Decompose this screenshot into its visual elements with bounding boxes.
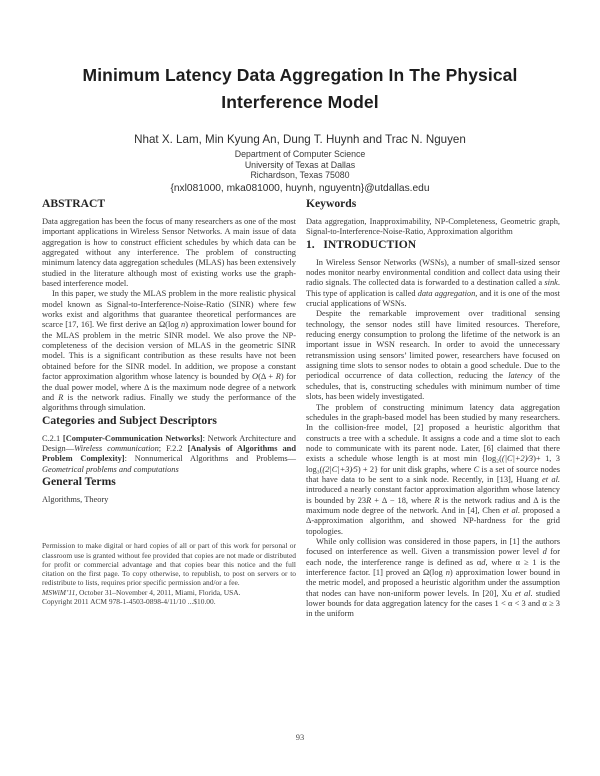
left-column bbox=[42, 197, 296, 606]
categories-heading: Categories and Subject Descriptors bbox=[42, 413, 217, 427]
paper-title-line2: Interference Model bbox=[221, 92, 379, 112]
keywords-section bbox=[306, 197, 560, 238]
abstract-paragraph-1: Data aggregation has been the focus of many researchers as one of the most important applications in Wireless Sensor Networks. A main issue of data aggregation is how to construct efficient schedules by which data can be aggregated without any interference. The problem of constructing minimum latency data aggregation schedules (MLAS) has been extensively studied in the literature although most of existing works use the graph-based interference model. bbox=[42, 217, 296, 289]
affiliation-university: University of Texas at Dallas bbox=[244, 159, 356, 170]
permission-text: Permission to make digital or hard copies of all or part of this work for personal or classroom use is granted without fee provided that copies are not made or distributed for profit or commercial advantage and that copies bear this notice and the full citation on the first page. To copy otherwise, to republish, to post on servers or to redistribute to lists, requires prior specific permission and/or a fee. bbox=[42, 541, 296, 588]
authors-email: {nxl081000, mka081000, huynh, nguyentn}@utdallas.edu bbox=[170, 182, 430, 194]
abstract-paragraph-2: In this paper, we study the MLAS problem in the more realistic physical model known as Signal-to-Interference-Noise-Ratio (SINR) where few works exist and algorithms that guarantee theoretical performances are scarce [17, 16]. We first derive an Ω(log n) approximation lower bound for the MLAS problem in the metric SINR model. We also prove the NP-completeness of the decision version of MLAS in the geometric SINR model. This is a significant contribution as these results have not been obtained before for the SINR model. In addition, we propose a constant factor approximation algorithm whose latency is bounded by O(Δ + R) for the dual power model, where Δ is the maximum node degree of a network and R is the network radius. Finally we study the performance of the algorithms through simulation. bbox=[42, 289, 297, 413]
introduction-heading: 1. INTRODUCTION bbox=[306, 237, 417, 251]
introduction-paragraph-3: The problem of constructing minimum latency data aggregation schedules in the graph-based model has been studied by many researchers. In the collision-free model, [2] proposed a heuristic algorithm that constructs a tree with a schedule. It assigns a code and a time slot to each node to communicate with its parent node. Later, [6] claimed that there exists a schedule whose length is at most min {log₂((|C|+2)⁄3)+ 1, 3 log₃((2|C|+3)⁄5) + 2} for unit disk graphs, where C is a set of source nodes that have data to be sent to a sink node. Recently, in [13], Huang et al. introduced a nearly constant factor approximation algorithm whose latency is bounded by 23R + Δ − 18, where R is the network radius and Δ is the maximum node degree of the network. And in [4], Chen et al. proposed a Δ-approximation algorithm, and showed NP-hardness for the grid topologies. bbox=[306, 402, 561, 536]
affiliation-department: Department of Computer Science bbox=[234, 149, 366, 159]
abstract-heading: ABSTRACT bbox=[42, 197, 106, 210]
introduction-paragraph-1: In Wireless Sensor Networks (WSNs), a number of small-sized sensor nodes monitor nearby environmental condition and collect data using their radio signals. The collected data is forwarded to a destination called a sink. This type of application is called data aggregation, and it is one of the most crucial applications of WSNs. bbox=[306, 257, 560, 309]
page-number: 93 bbox=[295, 732, 305, 742]
abstract-section bbox=[42, 197, 296, 414]
title-block bbox=[40, 62, 560, 194]
paper-title bbox=[40, 62, 560, 116]
keywords-heading: Keywords bbox=[306, 197, 357, 210]
keywords-body: Data aggregation, Inapproximability, NP-Completeness, Geometric graph, Signal-to-Interference-Noise-Ratio, Approximation algorithm bbox=[306, 217, 560, 237]
introduction-section bbox=[306, 238, 560, 620]
authors-line: Nhat X. Lam, Min Kyung An, Dung T. Huynh and Trac N. Nguyen bbox=[134, 133, 466, 146]
categories-section bbox=[42, 414, 296, 475]
general-terms-body: Algorithms, Theory bbox=[42, 494, 109, 504]
right-column bbox=[306, 197, 560, 620]
general-terms-section bbox=[42, 475, 296, 505]
permission-notice bbox=[42, 541, 296, 606]
copyright-line: Copyright 2011 ACM 978-1-4503-0898-4/11/10 ...$10.00. bbox=[42, 597, 216, 607]
conference-line: MSWiM’11, October 31–November 4, 2011, Miami, Florida, USA. bbox=[42, 587, 241, 597]
affiliation-city: Richardson, Texas 75080 bbox=[250, 170, 350, 180]
paper-title-line1: Minimum Latency Data Aggregation In The Physical bbox=[82, 65, 518, 85]
general-terms-heading: General Terms bbox=[42, 474, 116, 488]
introduction-paragraph-4: While only collision was considered in those papers, in [1] the authors focused on interference as well. Given a transmission power level d for each node, the interference range is defined as αd, where α ≥ 1 is the interference factor. [1] proved an Ω(log n) approximation lower bound in the metric model, and proposed a heuristic algorithm under the assumption that nodes can have non-uniform power levels. In [20], Xu et al. studied lower bounds for data aggregation latency for the cases 1 < α < 3 and α ≥ 3 in the uniform bbox=[306, 536, 561, 619]
introduction-paragraph-2: Despite the remarkable improvement over traditional sensing technology, the sensor nodes still have limited resources. Therefore, reducing energy consumption to prolong the lifetime of the network is an important issue in WSN research. In order to avoid the unnecessary retransmission using sensors’ limited power, researchers have focused on assigning time slots to sensor nodes to obtain a good schedule. Due to the periodical occurrence of data collection, reducing the latency of the schedules, that is, constructing schedules with minimum number of time slots, has been widely investigated. bbox=[306, 309, 560, 402]
categories-body: C.2.1 [Computer-Communication Networks]: Network Architecture and Design—Wireless communication; F.2.2 [Analysis of Algorithms and Problem Complexity]: Nonnumerical Algorithms and Problems—Geometrical problems and computations bbox=[42, 433, 296, 474]
